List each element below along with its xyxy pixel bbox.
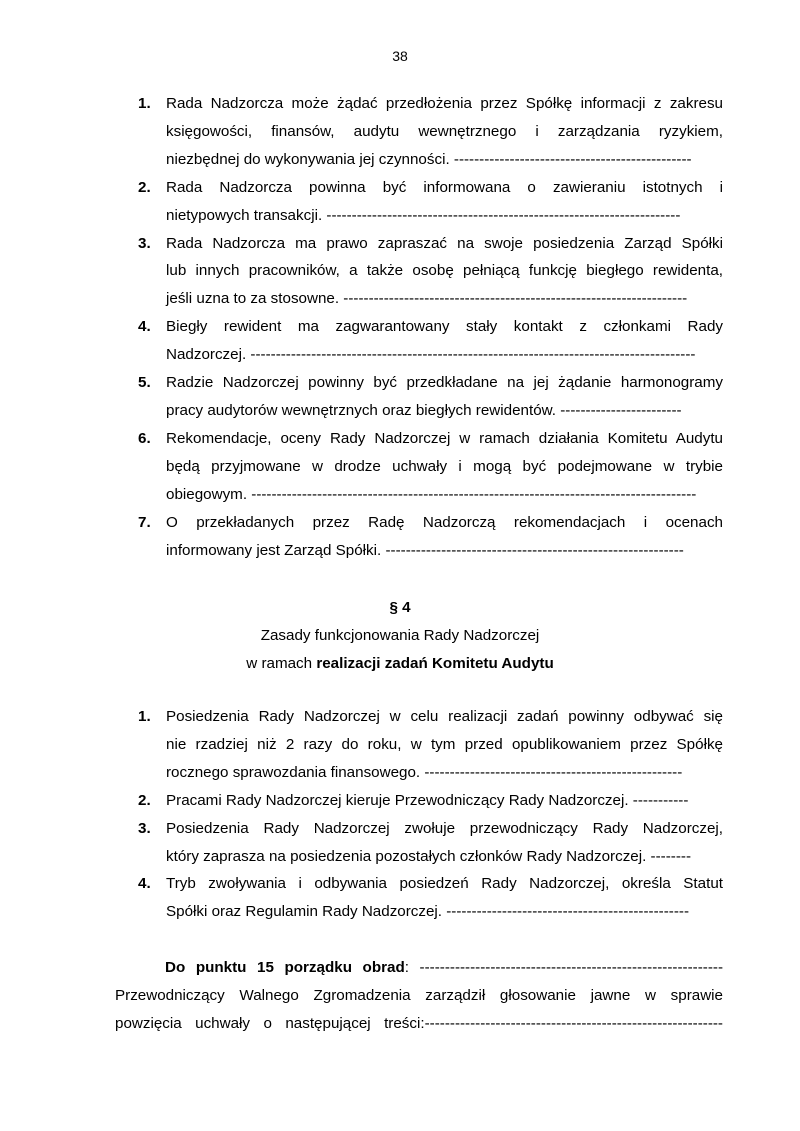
item-number: 3. <box>138 819 151 837</box>
item-text-line: który zaprasza na posiedzenia pozostałych członków Rady Nadzorczej. -------- <box>166 847 692 865</box>
list-item <box>138 870 723 926</box>
item-text-line: Rekomendacje, oceny Rady Nadzorczej w ramach działania Komitetu Audytu <box>166 429 723 447</box>
item-number: 1. <box>138 708 151 725</box>
page-number: 38 <box>392 48 408 64</box>
item-text-line: rocznego sprawozdania finansowego. --------------------------------------------------- <box>166 763 683 781</box>
item-text-line: Posiedzenia Rady Nadzorczej zwołuje przewodniczący Rady Nadzorczej, <box>166 819 723 837</box>
agenda-item-paragraph <box>115 954 723 1038</box>
item-text-line: Tryb zwoływania i odbywania posiedzeń Rady Nadzorczej, określa Statut <box>166 875 723 893</box>
agenda-item-heading: Do punktu 15 porządku obrad <box>165 959 405 976</box>
section-subtitle <box>0 650 800 678</box>
item-text-line: pracy audytorów wewnętrznych oraz biegłych rewidentów. ------------------------ <box>166 401 682 419</box>
list-item <box>138 313 723 369</box>
list-item <box>138 509 723 565</box>
item-text-line: informowany jest Zarząd Spółki. ----------------------------------------------------------- <box>166 541 684 559</box>
list-item <box>138 425 723 509</box>
item-text-line: niezbędnej do wykonywania jej czynności. ----------------------------------------------- <box>166 150 692 168</box>
list-item <box>138 90 723 174</box>
item-text-line: Posiedzenia Rady Nadzorczej w celu realizacji zadań powinny odbywać się <box>166 708 723 725</box>
section-subtitle-bold: realizacji zadań Komitetu Audytu <box>316 655 554 672</box>
item-text-line: będą przyjmowane w drodze uchwały i mogą być podejmowane w trybie <box>166 457 723 475</box>
item-text-line: Rada Nadzorcza ma prawo zapraszać na swoje posiedzenia Zarząd Spółki <box>166 234 723 252</box>
item-number: 6. <box>138 429 151 447</box>
board-functioning-list <box>138 703 723 926</box>
item-text-line: lub innych pracowników, a także osobę pełniącą funkcję biegłego rewidenta, <box>166 262 723 280</box>
item-text-line: Spółki oraz Regulamin Rady Nadzorczej. ------------------------------------------------ <box>166 903 690 921</box>
paragraph-line: powzięcia uchwały o następującej treści:----------------------------------------------------------- <box>115 1014 723 1032</box>
item-number: 3. <box>138 234 151 252</box>
item-number: 7. <box>138 513 151 531</box>
item-number: 1. <box>138 95 151 112</box>
item-number: 5. <box>138 374 151 392</box>
item-text-line: jeśli uzna to za stosowne. -------------------------------------------------------------------- <box>166 290 688 308</box>
item-number: 2. <box>138 178 151 196</box>
section-heading <box>0 594 800 678</box>
section-sign: § 4 <box>389 599 411 616</box>
section-title: Zasady funkcjonowania Rady Nadzorczej <box>260 627 540 644</box>
section-subtitle-prefix: w ramach <box>246 655 317 672</box>
item-text-line: Biegły rewident ma zagwarantowany stały kontakt z członkami Rady <box>166 318 723 336</box>
agenda-item-line <box>115 954 723 982</box>
item-text-line: Rada Nadzorcza powinna być informowana o zawieraniu istotnych i <box>166 178 723 196</box>
item-text-line: Pracami Rady Nadzorczej kieruje Przewodniczący Rady Nadzorczej. ----------- <box>166 791 689 809</box>
item-text-line: nie rzadziej niż 2 razy do roku, w tym przed opublikowaniem przez Spółkę <box>166 735 723 753</box>
item-number: 4. <box>138 318 151 336</box>
paragraph-line: Przewodniczący Walnego Zgromadzenia zarządził głosowanie jawne w sprawie <box>115 986 723 1004</box>
list-item <box>138 703 723 787</box>
item-text-line: Nadzorczej. ---------------------------------------------------------------------------------------- <box>166 346 696 364</box>
item-text-line: obiegowym. ---------------------------------------------------------------------------------------- <box>166 485 697 503</box>
list-item <box>138 787 723 815</box>
list-item <box>138 230 723 314</box>
item-text-line: Radzie Nadzorczej powinny być przedkładane na jej żądanie harmonogramy <box>166 374 723 392</box>
item-number: 2. <box>138 791 151 809</box>
item-text-line: nietypowych transakcji. ---------------------------------------------------------------------- <box>166 206 681 224</box>
item-text-line: O przekładanych przez Radę Nadzorczą rekomendacjach i ocenach <box>166 513 723 531</box>
agenda-item-dashes: : ------------------------------------------------------------ <box>404 959 723 976</box>
list-item <box>138 815 723 871</box>
supervisory-board-rights-list <box>138 90 723 564</box>
list-item <box>138 174 723 230</box>
item-number: 4. <box>138 875 151 893</box>
item-text-line: księgowości, finansów, audytu wewnętrznego i zarządzania ryzykiem, <box>166 122 723 140</box>
item-text-line: Rada Nadzorcza może żądać przedłożenia przez Spółkę informacji z zakresu <box>166 95 723 112</box>
list-item <box>138 369 723 425</box>
